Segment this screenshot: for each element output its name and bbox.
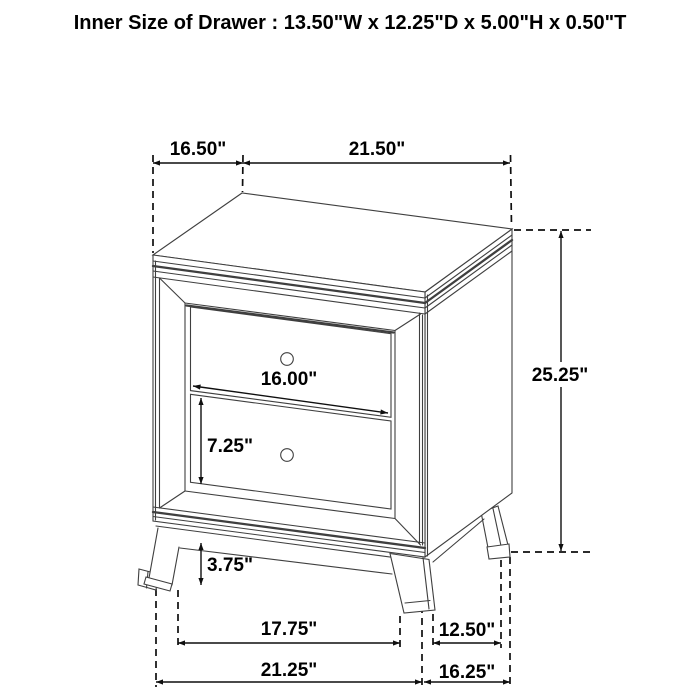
diagram-title: Inner Size of Drawer : 13.50"W x 12.25"D x 5.00"H x 0.50"T: [73, 12, 627, 34]
label-leg-height: 3.75": [207, 555, 253, 576]
rear-right-leg: [481, 506, 510, 559]
top-drawer-knob: [281, 353, 294, 366]
label-base-width: 21.25": [260, 660, 318, 681]
guide-top-right: [511, 155, 512, 227]
front-face: [153, 255, 425, 557]
label-top-width: 21.50": [348, 139, 406, 160]
front-right-leg: [390, 554, 435, 614]
label-drawer-front-height: 7.25": [207, 436, 253, 457]
label-side-leg-span: 12.50": [438, 620, 496, 641]
label-overall-height: 25.25": [531, 365, 589, 386]
bottom-drawer-knob: [281, 449, 294, 462]
label-base-depth: 16.25": [438, 662, 496, 683]
guide-top-back-corner: [243, 155, 244, 192]
label-drawer-front-width: 16.00": [260, 369, 318, 390]
nightstand-drawing: [138, 193, 512, 613]
label-front-leg-span: 17.75": [260, 619, 318, 640]
label-top-depth: 16.50": [169, 139, 227, 160]
front-left-leg: [144, 528, 179, 591]
